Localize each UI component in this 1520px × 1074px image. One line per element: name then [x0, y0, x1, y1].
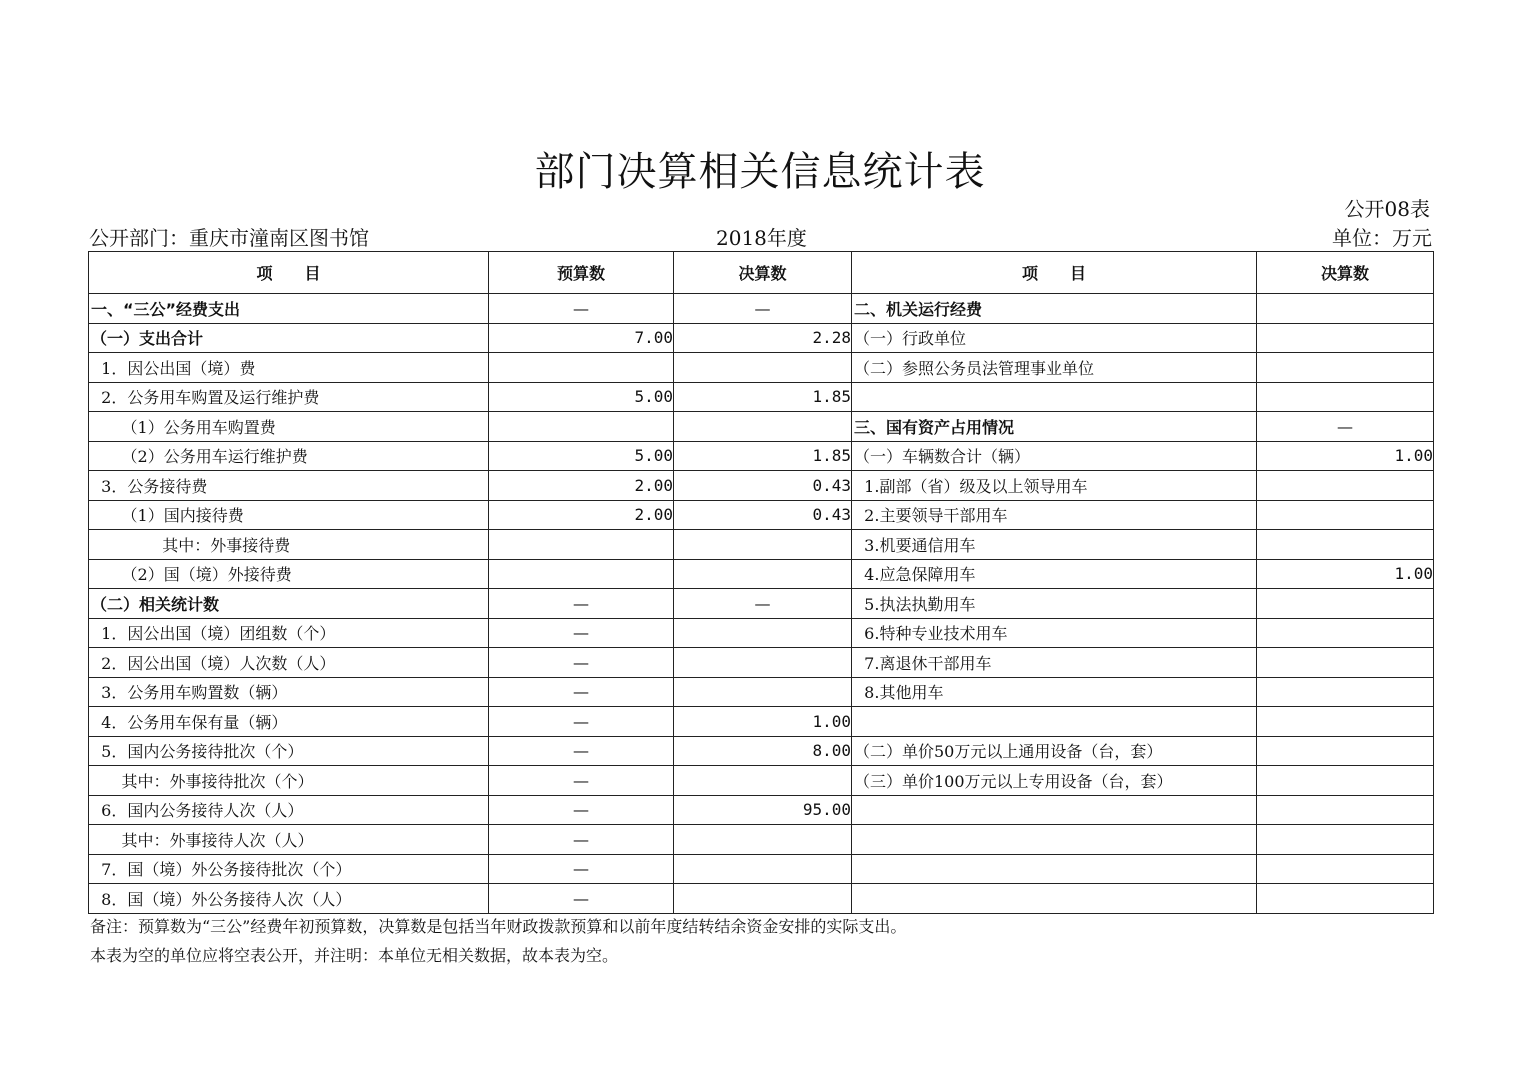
row-item-left: （一）支出合计: [89, 323, 489, 353]
table-row: [89, 766, 1434, 796]
row-item-left: 5．国内公务接待批次（个）: [89, 736, 489, 766]
row-final-value-right: [1257, 382, 1434, 412]
row-final-value-right: [1257, 795, 1434, 825]
row-final-value-right: [1257, 353, 1434, 383]
statistics-table: [88, 251, 1434, 914]
row-budget-value: —: [489, 648, 674, 678]
row-item-right: （二）参照公务员法管理事业单位: [852, 353, 1257, 383]
row-item-right: 6.特种专业技术用车: [852, 618, 1257, 648]
row-item-right: [852, 382, 1257, 412]
row-item-left: 3．公务接待费: [89, 471, 489, 501]
row-item-left: 2．因公出国（境）人次数（人）: [89, 648, 489, 678]
note-line-2: 本表为空的单位应将空表公开，并注明：本单位无相关数据，故本表为空。: [90, 946, 619, 965]
row-item-right: （二）单价50万元以上通用设备（台，套）: [852, 736, 1257, 766]
row-final-value-right: [1257, 500, 1434, 530]
table-row: [89, 559, 1434, 589]
row-item-left: 7．国（境）外公务接待批次（个）: [89, 854, 489, 884]
row-final-value: 1.85: [674, 382, 852, 412]
row-final-value-right: [1257, 766, 1434, 796]
row-final-value-right: [1257, 530, 1434, 560]
row-budget-value: [489, 412, 674, 442]
unit-label: 单位：万元: [1332, 226, 1432, 250]
table-row: [89, 441, 1434, 471]
row-final-value: [674, 648, 852, 678]
row-item-left: 其中：外事接待费: [89, 530, 489, 560]
row-item-left: 一、“三公”经费支出: [89, 294, 489, 324]
row-item-left: 4．公务用车保有量（辆）: [89, 707, 489, 737]
row-item-right: 二、机关运行经费: [852, 294, 1257, 324]
header-item-right: 项 目: [852, 252, 1257, 294]
fiscal-year-label: 2018年度: [716, 226, 807, 250]
row-budget-value: —: [489, 294, 674, 324]
row-final-value-right: [1257, 707, 1434, 737]
department-label: 公开部门：重庆市潼南区图书馆: [89, 226, 369, 250]
table-row: [89, 471, 1434, 501]
row-item-left: 6．国内公务接待人次（人）: [89, 795, 489, 825]
row-item-right: （一）行政单位: [852, 323, 1257, 353]
note-line-1: 备注：预算数为“三公”经费年初预算数，决算数是包括当年财政拨款预算和以前年度结转结余资金安排的实际支出。: [90, 917, 907, 936]
table-body: [89, 294, 1434, 914]
table-row: [89, 648, 1434, 678]
row-item-left: （二）相关统计数: [89, 589, 489, 619]
row-item-right: 三、国有资产占用情况: [852, 412, 1257, 442]
table-header-row: [89, 252, 1434, 294]
row-final-value-right: [1257, 736, 1434, 766]
row-final-value: [674, 766, 852, 796]
row-final-value-right: [1257, 471, 1434, 501]
row-budget-value: —: [489, 589, 674, 619]
row-item-left: 2．公务用车购置及运行维护费: [89, 382, 489, 412]
row-item-right: 4.应急保障用车: [852, 559, 1257, 589]
page-title: 部门决算相关信息统计表: [534, 149, 986, 195]
table-row: [89, 382, 1434, 412]
row-final-value: —: [674, 294, 852, 324]
row-final-value-right: [1257, 323, 1434, 353]
report-meta: [89, 222, 1432, 250]
form-number: 公开08表: [1344, 197, 1430, 221]
row-item-left: 其中：外事接待批次（个）: [89, 766, 489, 796]
row-item-right: 7.离退休干部用车: [852, 648, 1257, 678]
row-final-value: [674, 412, 852, 442]
row-item-right: [852, 854, 1257, 884]
row-final-value: 2.28: [674, 323, 852, 353]
table-row: [89, 736, 1434, 766]
row-item-right: [852, 884, 1257, 914]
row-budget-value: —: [489, 766, 674, 796]
row-final-value: [674, 559, 852, 589]
table-row: [89, 854, 1434, 884]
row-final-value: 1.00: [674, 707, 852, 737]
row-budget-value: 2.00: [489, 500, 674, 530]
row-item-left: （1）公务用车购置费: [89, 412, 489, 442]
row-item-left: 1．因公出国（境）团组数（个）: [89, 618, 489, 648]
row-budget-value: [489, 353, 674, 383]
row-final-value: 0.43: [674, 500, 852, 530]
table-row: [89, 825, 1434, 855]
row-final-value: [674, 854, 852, 884]
row-budget-value: [489, 530, 674, 560]
table-row: [89, 294, 1434, 324]
row-budget-value: 7.00: [489, 323, 674, 353]
row-item-left: （2）国（境）外接待费: [89, 559, 489, 589]
row-final-value-right: [1257, 589, 1434, 619]
header-budget: 预算数: [489, 252, 674, 294]
row-budget-value: 5.00: [489, 382, 674, 412]
row-final-value-right: [1257, 825, 1434, 855]
row-final-value: [674, 618, 852, 648]
row-budget-value: —: [489, 795, 674, 825]
row-budget-value: —: [489, 618, 674, 648]
row-final-value: —: [674, 589, 852, 619]
header-final: 决算数: [674, 252, 852, 294]
table-row: [89, 412, 1434, 442]
row-final-value-right: [1257, 677, 1434, 707]
row-item-left: （2）公务用车运行维护费: [89, 441, 489, 471]
row-item-left: 其中：外事接待人次（人）: [89, 825, 489, 855]
row-final-value-right: [1257, 294, 1434, 324]
row-budget-value: —: [489, 736, 674, 766]
row-budget-value: 5.00: [489, 441, 674, 471]
row-final-value: [674, 677, 852, 707]
row-final-value: [674, 353, 852, 383]
row-final-value: [674, 530, 852, 560]
table-row: [89, 795, 1434, 825]
row-final-value: 1.85: [674, 441, 852, 471]
table-row: [89, 323, 1434, 353]
row-budget-value: —: [489, 677, 674, 707]
table-row: [89, 884, 1434, 914]
row-item-left: 1．因公出国（境）费: [89, 353, 489, 383]
row-final-value: [674, 884, 852, 914]
row-item-right: （一）车辆数合计（辆）: [852, 441, 1257, 471]
row-item-left: 8．国（境）外公务接待人次（人）: [89, 884, 489, 914]
row-budget-value: 2.00: [489, 471, 674, 501]
table-row: [89, 500, 1434, 530]
row-item-right: [852, 707, 1257, 737]
row-budget-value: —: [489, 854, 674, 884]
row-final-value: 95.00: [674, 795, 852, 825]
row-item-left: 3．公务用车购置数（辆）: [89, 677, 489, 707]
row-final-value-right: 1.00: [1257, 559, 1434, 589]
row-final-value-right: [1257, 648, 1434, 678]
header-item: 项 目: [89, 252, 489, 294]
row-final-value-right: [1257, 618, 1434, 648]
row-final-value-right: —: [1257, 412, 1434, 442]
notes: [90, 912, 906, 970]
row-final-value: [674, 825, 852, 855]
row-budget-value: —: [489, 707, 674, 737]
row-item-left: （1）国内接待费: [89, 500, 489, 530]
row-budget-value: —: [489, 825, 674, 855]
row-item-right: 1.副部（省）级及以上领导用车: [852, 471, 1257, 501]
row-item-right: 8.其他用车: [852, 677, 1257, 707]
table-row: [89, 707, 1434, 737]
table-row: [89, 677, 1434, 707]
row-item-right: （三）单价100万元以上专用设备（台，套）: [852, 766, 1257, 796]
row-final-value-right: 1.00: [1257, 441, 1434, 471]
table-row: [89, 530, 1434, 560]
row-final-value-right: [1257, 884, 1434, 914]
row-item-right: 2.主要领导干部用车: [852, 500, 1257, 530]
row-budget-value: [489, 559, 674, 589]
table-row: [89, 589, 1434, 619]
row-final-value-right: [1257, 854, 1434, 884]
header-final-right: 决算数: [1257, 252, 1434, 294]
row-item-right: [852, 795, 1257, 825]
row-final-value: 8.00: [674, 736, 852, 766]
row-item-right: 3.机要通信用车: [852, 530, 1257, 560]
table-row: [89, 618, 1434, 648]
row-budget-value: —: [489, 884, 674, 914]
row-item-right: 5.执法执勤用车: [852, 589, 1257, 619]
table-row: [89, 353, 1434, 383]
row-final-value: 0.43: [674, 471, 852, 501]
row-item-right: [852, 825, 1257, 855]
